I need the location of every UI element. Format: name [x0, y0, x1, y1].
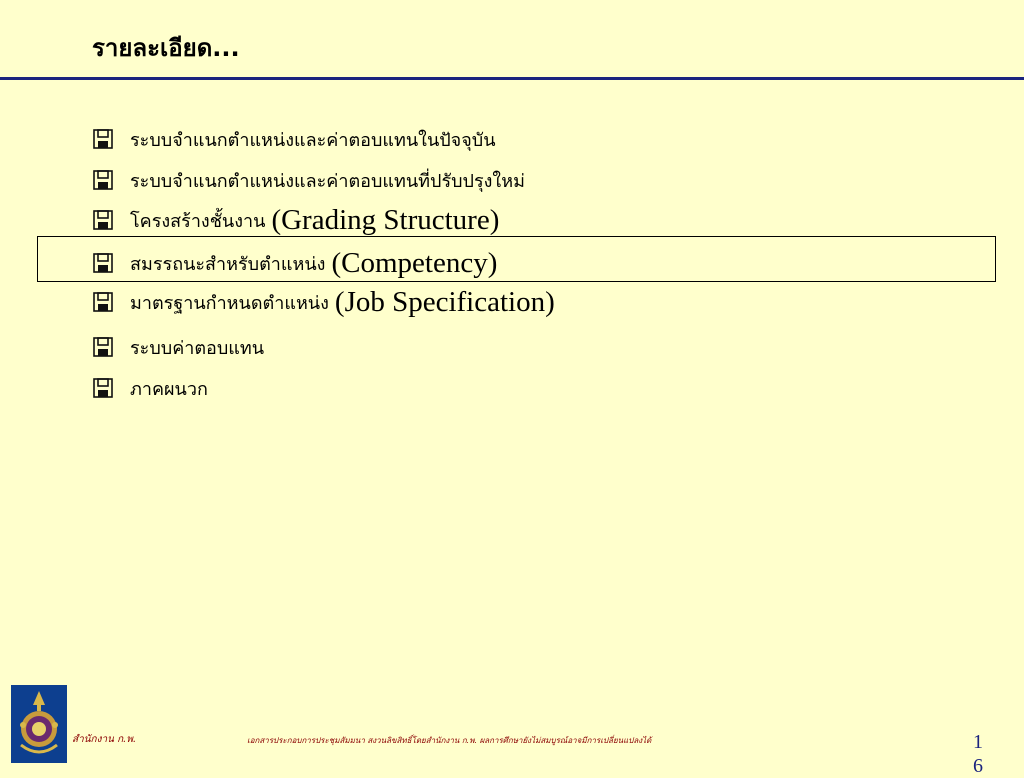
bullet-text-en: (Grading Structure): [271, 203, 500, 236]
floppy-disk-icon: [92, 209, 114, 231]
footer-disclaimer: เอกสารประกอบการประชุมสัมมนา สงวนลิขสิทธิ์โดยสำนักงาน ก.พ. ผลการศึกษายังไม่สมบูรณ์อาจมีการเปลี่ยนแปลงได้: [247, 736, 652, 745]
bullet-text-en: (Competency): [331, 246, 498, 279]
bullet-text-th: โครงสร้างชั้นงาน: [130, 210, 266, 232]
bullet-text-th: สมรรถนะสำหรับตำแหน่ง: [130, 253, 326, 275]
bullet-item-current-system: [92, 122, 496, 156]
floppy-disk-icon: [92, 336, 114, 358]
bullet-item-compensation: [92, 330, 264, 364]
bullet-text-th: ระบบค่าตอบแทน: [130, 337, 265, 359]
bullet-text-th: ภาคผนวก: [130, 378, 208, 400]
bullet-text-en: (Job Specification): [334, 285, 555, 318]
highlight-box: [37, 236, 996, 282]
floppy-disk-icon: [92, 377, 114, 399]
floppy-disk-icon: [92, 291, 114, 313]
floppy-disk-icon: [92, 169, 114, 191]
slide-title: รายละเอียด...: [92, 34, 240, 62]
bullet-text-th: มาตรฐานกำหนดตำแหน่ง: [130, 292, 329, 314]
bullet-item-grading-structure: [92, 203, 499, 237]
bullet-text-th: ระบบจำแนกตำแหน่งและค่าตอบแทนที่ปรับปรุงใหม่: [130, 170, 525, 192]
ocsc-logo: [11, 685, 67, 763]
bullet-text-th: ระบบจำแนกตำแหน่งและค่าตอบแทนในปัจจุบัน: [130, 129, 496, 151]
bullet-item-appendix: [92, 371, 208, 405]
seal-icon: [11, 685, 67, 763]
page-number: 16: [973, 731, 983, 777]
footer-org-name: สำนักงาน ก.พ.: [72, 734, 137, 745]
bullet-item-improved-system: [92, 163, 525, 197]
bullet-item-job-specification: [92, 285, 555, 319]
floppy-disk-icon: [92, 128, 114, 150]
